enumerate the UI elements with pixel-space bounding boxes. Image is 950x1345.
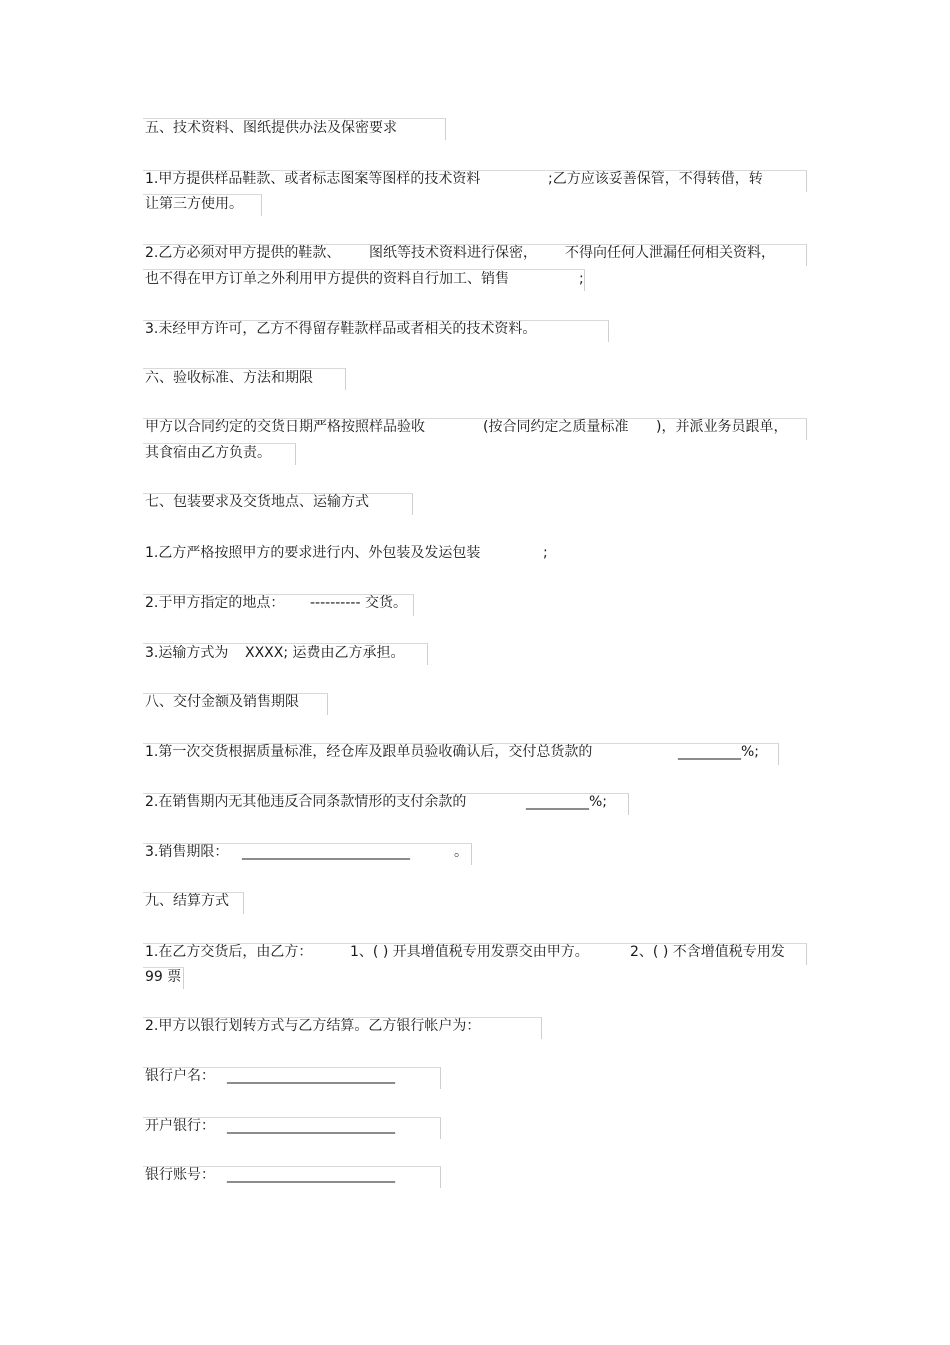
paragraph-text: 3.销售期限： bbox=[145, 844, 229, 860]
blank-field: ________________________ bbox=[227, 1118, 395, 1134]
section-heading-9: 九、结算方式 bbox=[145, 893, 229, 909]
paragraph-text: 1.第一次交货根据质量标准，经仓库及跟单员验收确认后，交付总货款的 bbox=[145, 744, 593, 760]
section-heading-7: 七、包装要求及交货地点、运输方式 bbox=[145, 494, 369, 510]
paragraph-text: 也不得在甲方订单之外利用甲方提供的资料自行加工、销售 bbox=[145, 271, 509, 287]
paragraph-text: 1、( ) 开具增值税专用发票交由甲方。 bbox=[350, 944, 589, 960]
paragraph-text: 3.未经甲方许可，乙方不得留存鞋款样品或者相关的技术资料。 bbox=[145, 321, 537, 337]
paragraph-text: 甲方以合同约定的交货日期严格按照样品验收 bbox=[145, 419, 425, 435]
paragraph-text: ; bbox=[579, 271, 584, 287]
paragraph-text: 2.于甲方指定的地点： bbox=[145, 595, 285, 611]
section-heading-6: 六、验收标准、方法和期限 bbox=[145, 370, 313, 386]
paragraph-text: 3.运输方式为 bbox=[145, 645, 229, 661]
paragraph-text: ;乙方应该妥善保管，不得转借，转 bbox=[548, 171, 763, 187]
paragraph-text: 99 票 bbox=[145, 969, 182, 985]
blank-field: _________%; bbox=[678, 744, 760, 760]
paragraph-text: 2.甲方以银行划转方式与乙方结算。乙方银行帐户为： bbox=[145, 1018, 481, 1034]
paragraph-text: 1.乙方严格按照甲方的要求进行内、外包装及发运包装 bbox=[145, 545, 481, 561]
paragraph-text: 1.在乙方交货后，由乙方： bbox=[145, 944, 313, 960]
paragraph-text: 。 bbox=[454, 844, 468, 860]
paragraph-text: 2.乙方必须对甲方提供的鞋款、 bbox=[145, 245, 341, 261]
paragraph-text: 2、( ) 不含增值税专用发 bbox=[630, 944, 785, 960]
paragraph-text: 让第三方使用。 bbox=[145, 196, 243, 212]
field-label: 银行账号： bbox=[145, 1167, 215, 1183]
paragraph-text: )，并派业务员跟单， bbox=[656, 419, 788, 435]
blank-field: ________________________ bbox=[227, 1167, 395, 1183]
paragraph-text: ; bbox=[543, 545, 548, 561]
paragraph-text: 2.在销售期内无其他违反合同条款情形的支付余款的 bbox=[145, 794, 467, 810]
blank-field: _________%; bbox=[526, 794, 608, 810]
paragraph-text: 1.甲方提供样品鞋款、或者标志图案等图样的技术资料 bbox=[145, 171, 481, 187]
paragraph-text: 图纸等技术资料进行保密， bbox=[369, 245, 537, 261]
paragraph-text: 其食宿由乙方负责。 bbox=[145, 445, 271, 461]
section-heading-8: 八、交付金额及销售期限 bbox=[145, 694, 299, 710]
paragraph-text: (按合同约定之质量标准 bbox=[483, 419, 629, 435]
paragraph-text: XXXX; 运费由乙方承担。 bbox=[245, 645, 405, 661]
blank-field: ________________________ bbox=[242, 844, 410, 860]
paragraph-text: 不得向任何人泄漏任何相关资料， bbox=[565, 245, 775, 261]
field-label: 开户银行： bbox=[145, 1118, 215, 1134]
section-heading-5: 五、技术资料、图纸提供办法及保密要求 bbox=[145, 120, 397, 136]
blank-field: ________________________ bbox=[227, 1068, 395, 1084]
field-label: 银行户名： bbox=[145, 1068, 215, 1084]
paragraph-text: ---------- 交货。 bbox=[310, 595, 407, 611]
